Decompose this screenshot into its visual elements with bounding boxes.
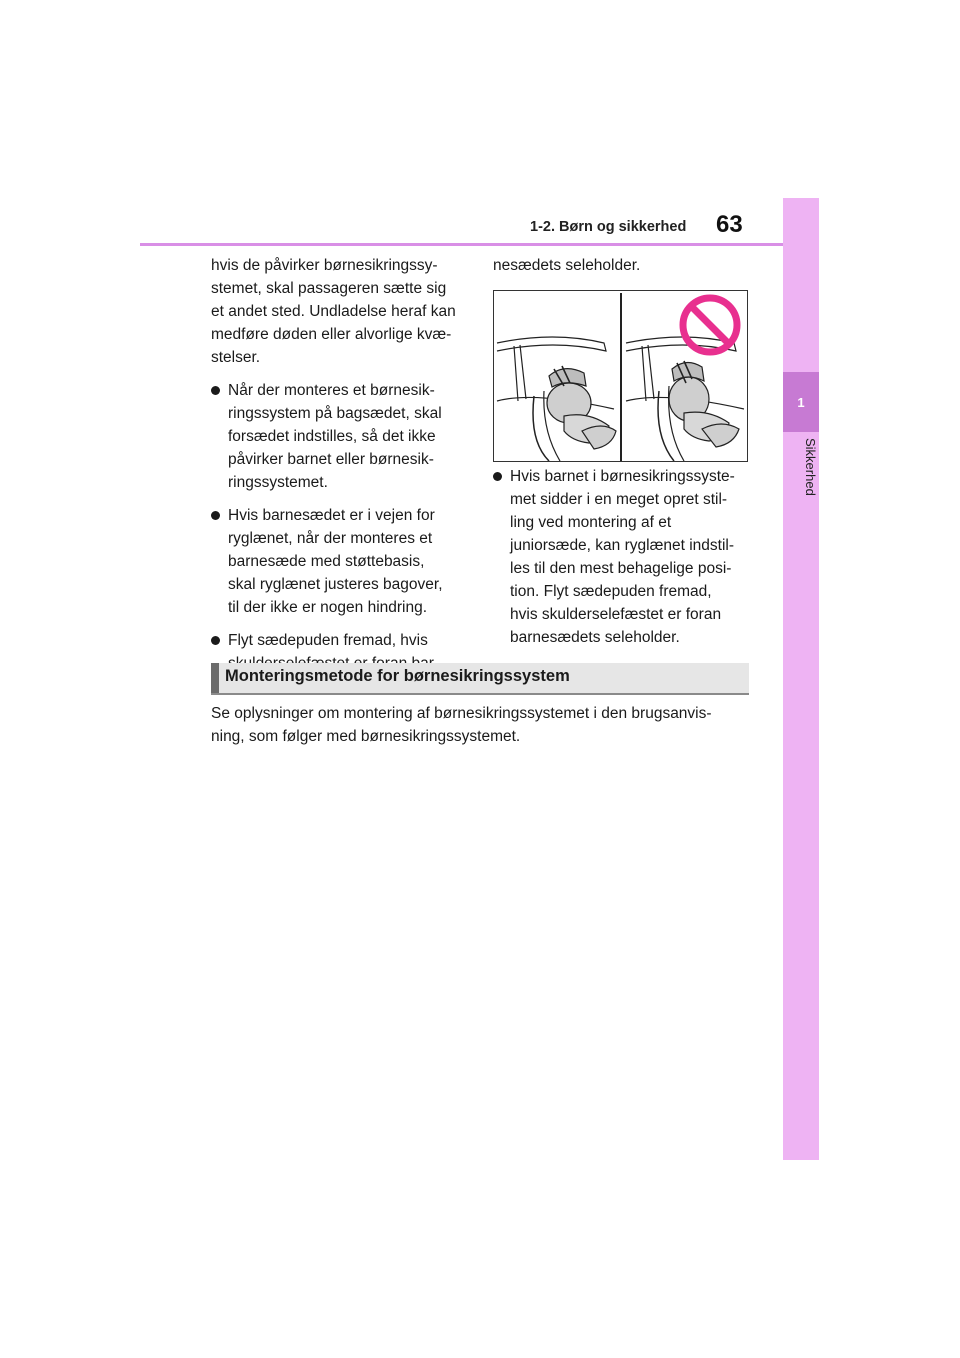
chapter-label <box>784 438 818 496</box>
seat-illustration <box>493 290 748 462</box>
seat-illustration-svg <box>494 291 747 461</box>
bullet-line: juniorsæde, kan ryglænet indstil- <box>510 537 734 554</box>
bullet-dot-icon <box>211 636 220 645</box>
right-column-continuation <box>493 254 755 277</box>
bullet-item <box>211 379 471 494</box>
intro-line: hvis de påvirker børnesikringssy- <box>211 257 438 274</box>
bullet-line: tion. Flyt sædepuden fremad, <box>510 583 712 600</box>
bullet-line: ringssystemet. <box>228 474 328 491</box>
bullet-line: ringssystem på bagsædet, skal <box>228 405 442 422</box>
intro-line: stelser. <box>211 349 261 366</box>
bullet-item <box>211 504 471 619</box>
bullet-line: les til den mest behagelige posi- <box>510 560 732 577</box>
continuation-text: nesædets seleholder. <box>493 257 641 274</box>
page-number: 63 <box>716 211 743 238</box>
chapter-number: 1 <box>797 394 805 410</box>
section-heading-bar <box>211 663 219 693</box>
bullet-dot-icon <box>493 472 502 481</box>
chapter-side-tab <box>783 198 819 1160</box>
bullet-line: forsædet indstilles, så det ikke <box>228 428 436 445</box>
section-title: Monteringsmetode for børnesikringssystem <box>225 667 570 685</box>
header-section-title: 1-2. Børn og sikkerhed <box>530 219 687 235</box>
bullet-line: barnesædets seleholder. <box>510 629 680 646</box>
intro-line: et andet sted. Undladelse heraf kan <box>211 303 456 320</box>
section-heading <box>211 663 749 695</box>
header-divider <box>140 243 783 246</box>
bullet-line: til der ikke er nogen hindring. <box>228 599 428 616</box>
left-column <box>211 254 471 675</box>
prohibition-icon <box>683 298 737 352</box>
bullet-dot-icon <box>211 511 220 520</box>
chapter-label-text: Sikkerhed <box>803 438 818 496</box>
bullet-line: met sidder i en meget opret stil- <box>510 491 728 508</box>
bullet-dot-icon <box>211 386 220 395</box>
section-line: ning, som følger med børnesikringssystemet. <box>211 728 521 745</box>
bullet-line: Flyt sædepuden fremad, hvis <box>228 632 428 649</box>
section-line: Se oplysninger om montering af børnesikringssystemet i den brugsanvis- <box>211 705 712 722</box>
bullet-line: hvis skulderselefæstet er foran <box>510 606 722 623</box>
bullet-line: påvirker barnet eller børnesik- <box>228 451 434 468</box>
bullet-line: Hvis barnet i børnesikringssyste- <box>510 468 735 485</box>
bullet-line: ryglænet, når der monteres et <box>228 530 433 547</box>
bullet-line: barnesæde med støttebasis, <box>228 553 425 570</box>
bullet-line: Hvis barnesædet er i vejen for <box>228 507 435 524</box>
bullet-line: skal ryglænet justeres bagover, <box>228 576 443 593</box>
bullet-item <box>493 465 755 649</box>
intro-paragraph <box>211 254 471 369</box>
section-body <box>211 702 751 748</box>
section-paragraph <box>211 702 751 748</box>
chapter-number-tab[interactable] <box>783 372 819 432</box>
intro-line: medføre døden eller alvorlige kvæ- <box>211 326 452 343</box>
bullet-line: ling ved montering af et <box>510 514 672 531</box>
intro-line: stemet, skal passageren sætte sig <box>211 280 447 297</box>
bullet-line: Når der monteres et børnesik- <box>228 382 435 399</box>
right-column <box>493 465 755 649</box>
